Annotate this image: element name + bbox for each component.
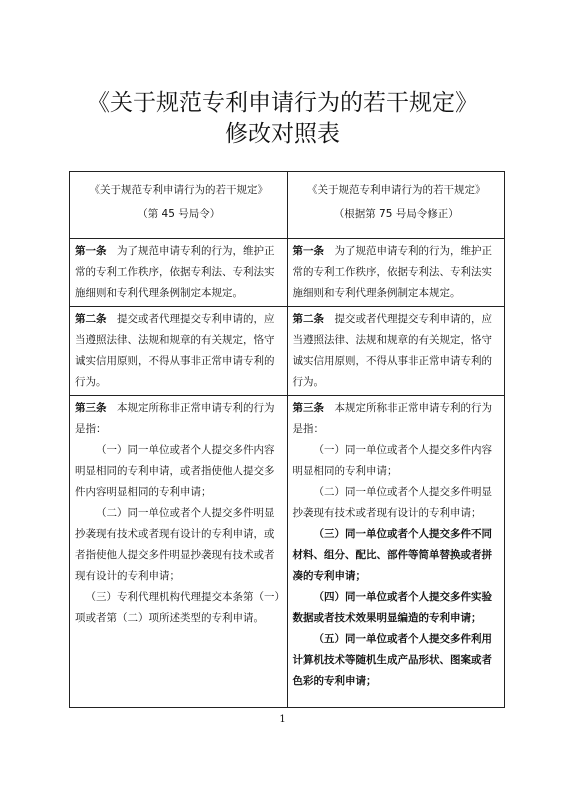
- article-label: 第一条: [292, 245, 324, 257]
- list-item: （二）同一单位或者个人提交多件明显抄袭现有技术或者现有设计的专利申请；: [292, 486, 492, 519]
- article-text: 为了规范申请专利的行为，维护正常的专利工作秩序，依据专利法、专利法实施细则和专利代理条例制定本规定。: [75, 245, 275, 299]
- article-label: 第二条: [75, 313, 107, 325]
- article-text: 提交或者代理提交专利申请的，应当遵照法律、法规和规章的有关规定，恪守诚实信用原则，不得从事非正常申请专利的行为。: [75, 313, 275, 388]
- left-cell-article-3: [70, 396, 288, 708]
- right-column-edition: （根据第 75 号局令修正）: [333, 208, 459, 220]
- page-number: 1: [279, 714, 286, 725]
- right-cell-article-2: [287, 307, 505, 396]
- article-label: 第二条: [292, 313, 324, 325]
- article-text: 本规定所称非正常申请专利的行为是指：: [75, 402, 275, 435]
- left-cell-article-2: [70, 307, 288, 396]
- left-column-name: 《关于规范专利申请行为的若干规定》: [89, 184, 268, 196]
- added-list-item: （三）同一单位或者个人提交多件不同材料、组分、配比、部件等简单替换或者拼凑的专利申请；: [292, 528, 492, 582]
- table-header-row: [70, 172, 505, 239]
- table-row: [70, 307, 505, 396]
- list-item: （一）同一单位或者个人提交多件内容明显相同的专利申请，或者指使他人提交多件内容明显相同的专利申请；: [75, 444, 275, 498]
- left-cell-article-1: [70, 239, 288, 307]
- list-item: （二）同一单位或者个人提交多件明显抄袭现有技术或者现有设计的专利申请，或者指使他人提交多件明显抄袭现有技术或者现有设计的专利申请；: [75, 507, 275, 582]
- article-text: 为了规范申请专利的行为，维护正常的专利工作秩序，依据专利法、专利法实施细则和专利代理条例制定本规定。: [292, 245, 492, 299]
- table-row: [70, 239, 505, 307]
- article-text: 提交或者代理提交专利申请的，应当遵照法律、法规和规章的有关规定，恪守诚实信用原则，不得从事非正常申请专利的行为。: [292, 313, 492, 388]
- right-column-header: [287, 172, 505, 239]
- added-list-item: （四）同一单位或者个人提交多件实验数据或者技术效果明显编造的专利申请；: [292, 591, 492, 624]
- table-row: [70, 396, 505, 708]
- list-item: （一）同一单位或者个人提交多件内容明显相同的专利申请；: [292, 444, 492, 477]
- right-column-name: 《关于规范专利申请行为的若干规定》: [307, 184, 486, 196]
- article-text: 本规定所称非正常申请专利的行为是指：: [292, 402, 492, 435]
- left-column-header: [70, 172, 288, 239]
- document-title: 《关于规范专利申请行为的若干规定》: [87, 90, 478, 116]
- right-cell-article-3: [287, 396, 505, 708]
- article-label: 第三条: [292, 402, 324, 414]
- added-list-item: （五）同一单位或者个人提交多件利用计算机技术等随机生成产品形状、图案或者色彩的专利申请；: [292, 633, 492, 687]
- comparison-table: [69, 171, 505, 708]
- document-subtitle: 修改对照表: [225, 121, 340, 147]
- article-label: 第三条: [75, 402, 107, 414]
- article-label: 第一条: [75, 245, 107, 257]
- left-column-edition: （第 45 号局令）: [137, 208, 221, 220]
- right-cell-article-1: [287, 239, 505, 307]
- list-item: （三）专利代理机构代理提交本条第（一）项或者第（二）项所述类型的专利申请。: [75, 591, 280, 624]
